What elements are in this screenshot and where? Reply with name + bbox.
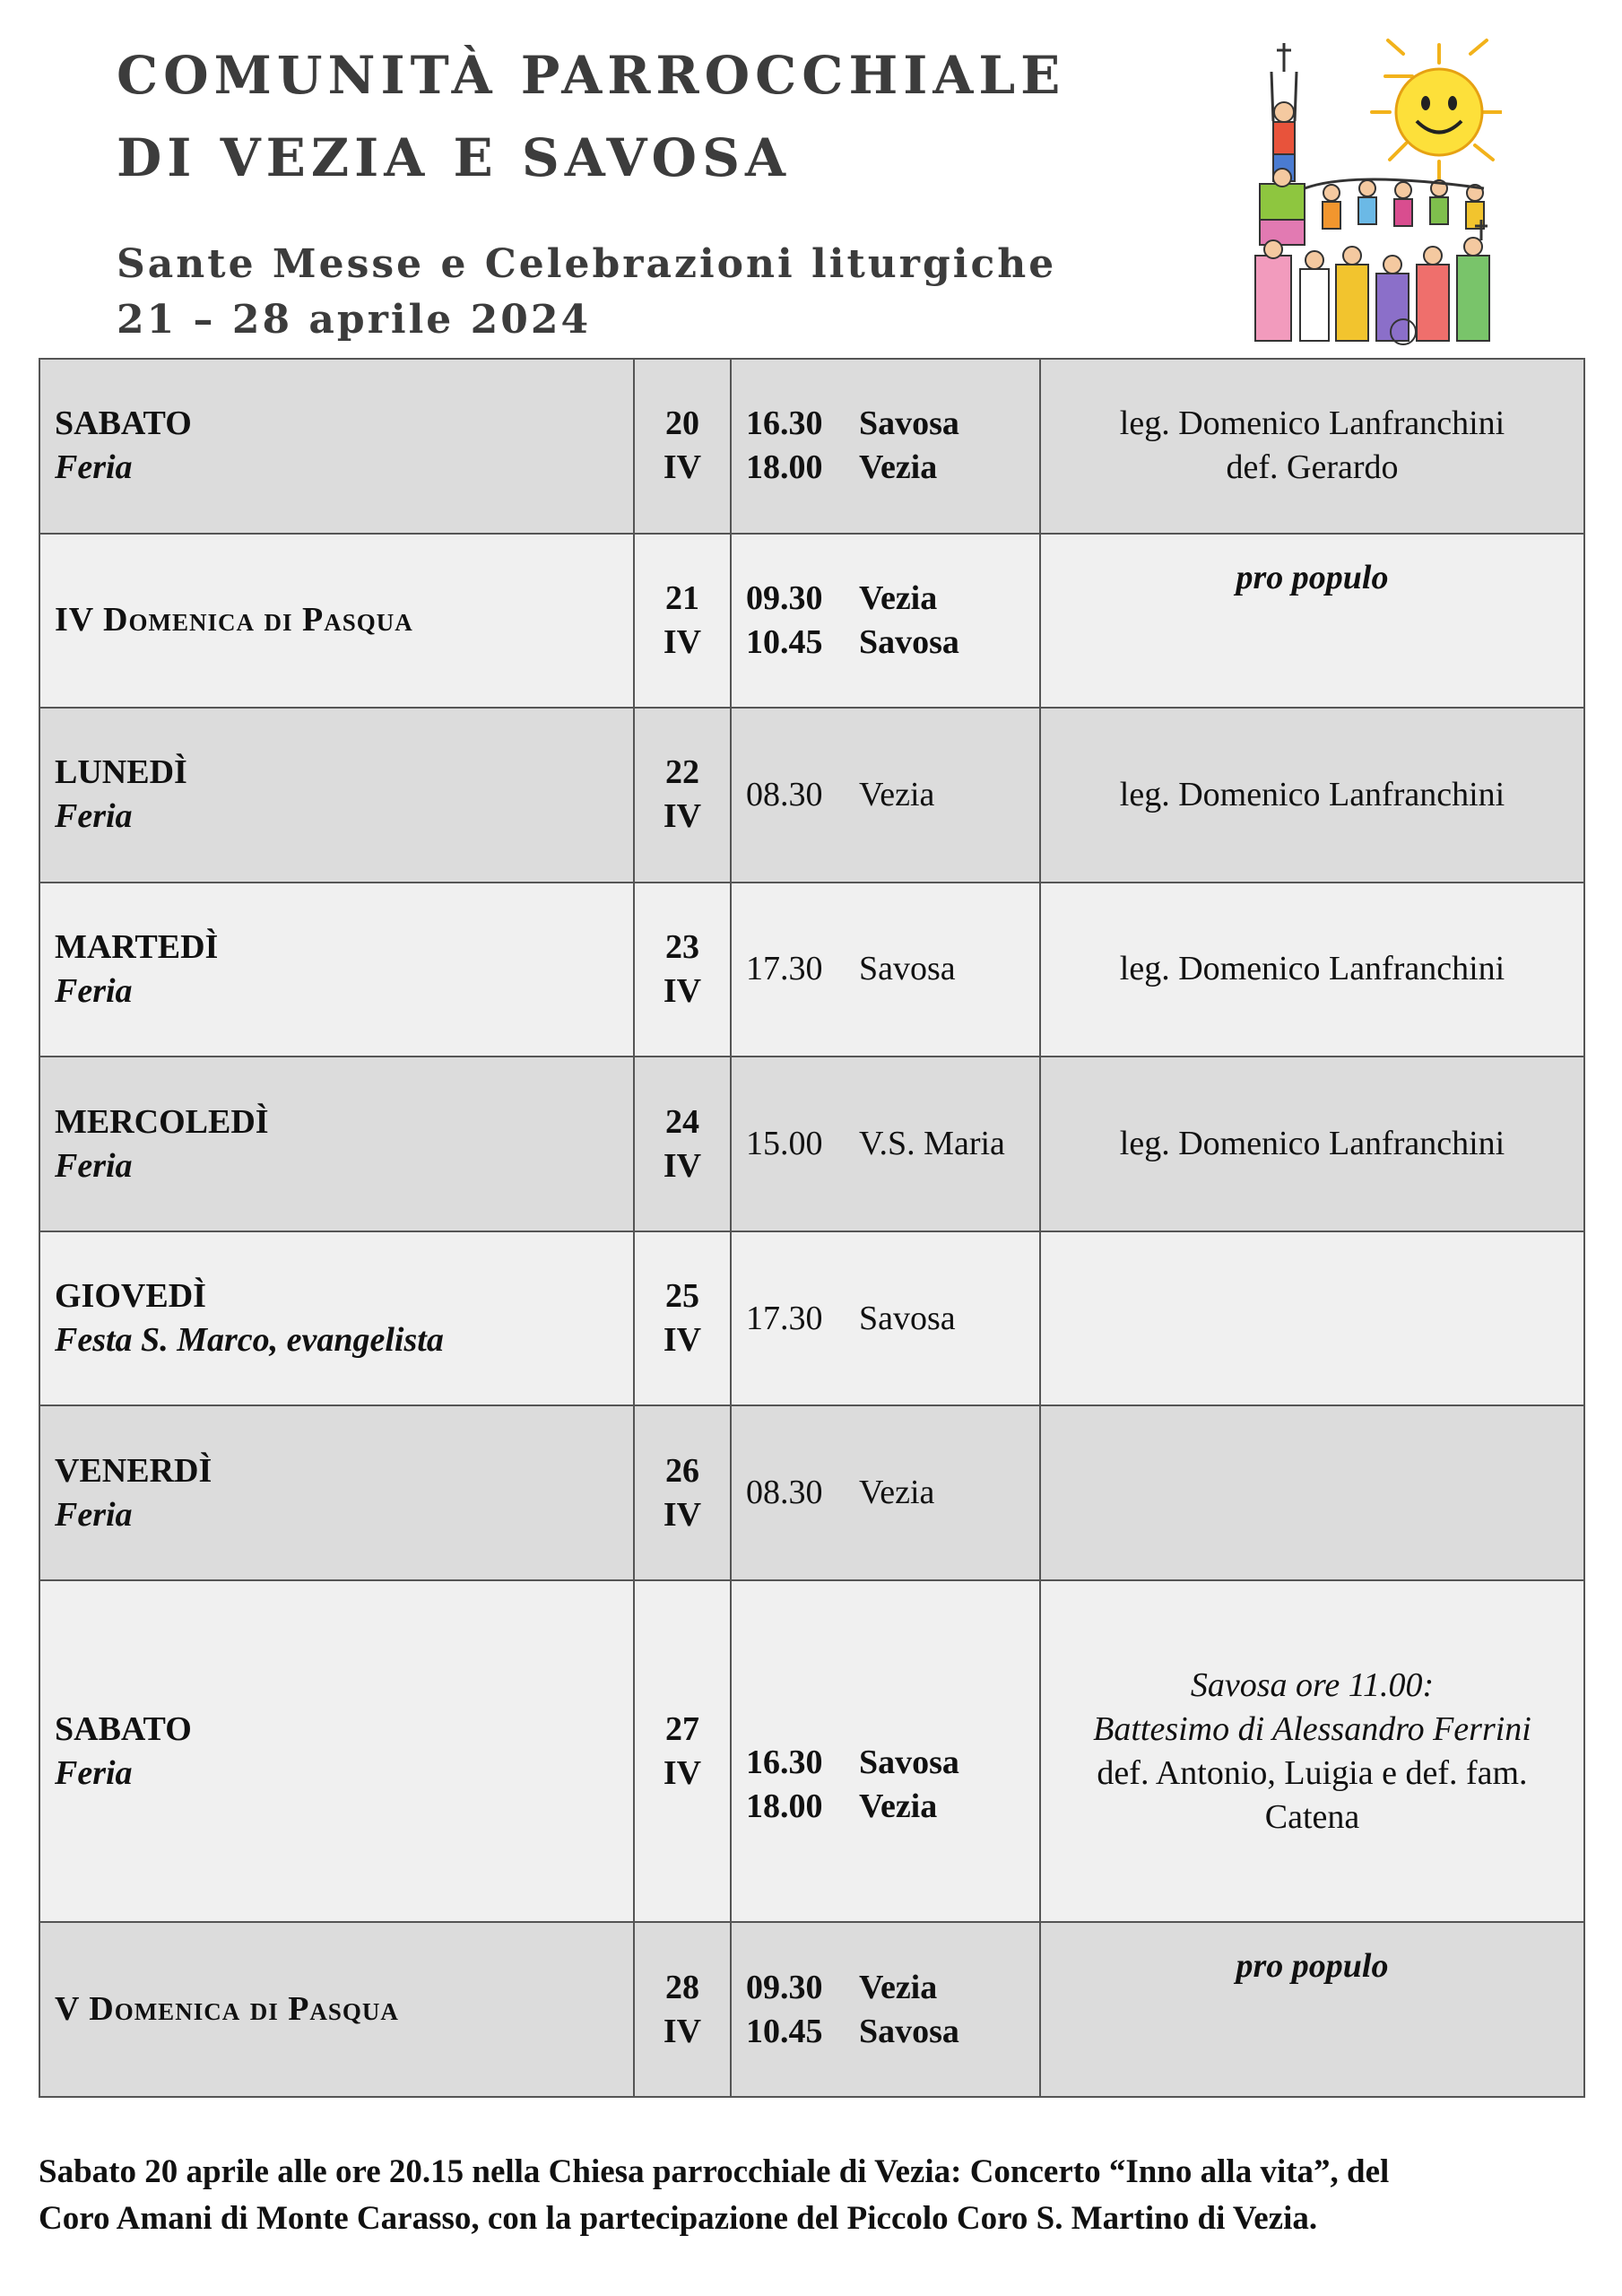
mass-time-line — [746, 947, 1038, 991]
intention: pro populo — [1236, 1947, 1389, 1986]
day-name: MERCOLEDÌ — [55, 1102, 269, 1141]
subtitle-line1: Sante Messe e Celebrazioni liturgiche — [117, 241, 1057, 287]
notes-cell — [1040, 534, 1584, 709]
times-cell — [731, 1057, 1040, 1231]
day-cell — [39, 708, 634, 883]
mass-time: 16.30 — [746, 404, 823, 443]
mass-time: 08.30 — [746, 775, 823, 813]
date-cell — [634, 1580, 731, 1922]
parish-title-line2: DI VEZIA E SAVOSA — [117, 127, 791, 188]
times-cell — [731, 708, 1040, 883]
table-row — [39, 1922, 1584, 2097]
subtitle-block — [117, 237, 1065, 348]
mass-time-line — [746, 1741, 1038, 1785]
mass-time: 08.30 — [746, 1474, 823, 1512]
day-name: V Domenica di Pasqua — [55, 1990, 399, 2029]
mass-time: 17.30 — [746, 1299, 823, 1337]
mass-time-line — [746, 446, 1038, 490]
concert-announcement — [39, 2149, 1590, 2242]
mass-place: Savosa — [859, 1299, 956, 1337]
day-subtitle: Festa S. Marco, evangelista — [55, 1321, 444, 1360]
date-month: IV — [663, 622, 702, 661]
day-cell — [39, 1580, 634, 1922]
day-subtitle: Feria — [55, 971, 133, 1010]
mass-time-line — [746, 577, 1038, 621]
children-pyramid-sun-logo — [1246, 36, 1502, 350]
mass-place: Vezia — [859, 578, 938, 617]
date-cell — [634, 359, 731, 534]
date-cell — [634, 1057, 731, 1231]
mass-time: 09.30 — [746, 578, 823, 617]
notes-cell — [1040, 1231, 1584, 1406]
date-cell — [634, 708, 731, 883]
mass-time-line — [746, 1122, 1038, 1166]
mass-place: Vezia — [859, 1787, 938, 1826]
notes-cell — [1040, 1057, 1584, 1231]
day-name: IV Domenica di Pasqua — [55, 601, 413, 639]
date-month: IV — [663, 971, 702, 1010]
date-day: 27 — [665, 1709, 699, 1748]
intention: def. Gerardo — [1226, 448, 1399, 487]
date-month: IV — [663, 1146, 702, 1185]
date-day: 26 — [665, 1451, 699, 1490]
date-cell — [634, 1231, 731, 1406]
times-cell — [731, 1405, 1040, 1580]
day-name: VENERDÌ — [55, 1451, 213, 1490]
date-day: 24 — [665, 1102, 699, 1141]
mass-place: Vezia — [859, 1968, 938, 2006]
date-month: IV — [663, 797, 702, 836]
day-subtitle: Feria — [55, 797, 133, 836]
day-cell — [39, 1231, 634, 1406]
intention: def. Antonio, Luigia e def. fam. — [1097, 1753, 1528, 1792]
mass-place: V.S. Maria — [859, 1125, 1005, 1163]
date-cell — [634, 883, 731, 1057]
date-month: IV — [663, 1321, 702, 1360]
baptism-note: Battesimo di Alessandro Ferrini — [1093, 1709, 1531, 1748]
day-name: SABATO — [55, 404, 192, 443]
date-cell — [634, 1405, 731, 1580]
table-row — [39, 883, 1584, 1057]
day-cell — [39, 883, 634, 1057]
mass-place: Savosa — [859, 622, 959, 661]
intention: leg. Domenico Lanfranchini — [1119, 775, 1505, 813]
day-name: MARTEDÌ — [55, 927, 219, 966]
day-subtitle: Feria — [55, 1146, 133, 1185]
date-day: 20 — [665, 404, 699, 443]
day-cell — [39, 534, 634, 709]
notes-cell — [1040, 883, 1584, 1057]
day-name: GIOVEDÌ — [55, 1277, 206, 1316]
table-row — [39, 1057, 1584, 1231]
mass-time-line — [746, 2010, 1038, 2054]
times-cell — [731, 359, 1040, 534]
notes-cell — [1040, 708, 1584, 883]
mass-time-line — [746, 402, 1038, 446]
subtitle-date-range: 21 – 28 aprile 2024 — [117, 297, 592, 343]
intention: leg. Domenico Lanfranchini — [1119, 1125, 1505, 1163]
table-row — [39, 1580, 1584, 1922]
date-month: IV — [663, 1753, 702, 1792]
table-row — [39, 708, 1584, 883]
table-row — [39, 1231, 1584, 1406]
mass-place: Vezia — [859, 775, 935, 813]
mass-time: 10.45 — [746, 2012, 823, 2050]
table-row — [39, 359, 1584, 534]
day-cell — [39, 1405, 634, 1580]
date-month: IV — [663, 2012, 702, 2050]
date-month: IV — [663, 1495, 702, 1534]
date-cell — [634, 1922, 731, 2097]
times-cell — [731, 883, 1040, 1057]
date-cell — [634, 534, 731, 709]
day-subtitle: Feria — [55, 1495, 133, 1534]
table-row — [39, 534, 1584, 709]
day-cell — [39, 1922, 634, 2097]
intention: leg. Domenico Lanfranchini — [1119, 950, 1505, 988]
date-month: IV — [663, 448, 702, 487]
day-cell — [39, 1057, 634, 1231]
mass-place: Vezia — [859, 1474, 935, 1512]
mass-place: Vezia — [859, 448, 938, 487]
date-day: 23 — [665, 927, 699, 966]
date-day: 22 — [665, 753, 699, 792]
day-cell — [39, 359, 634, 534]
mass-time: 16.30 — [746, 1744, 823, 1782]
date-day: 25 — [665, 1277, 699, 1316]
day-name: LUNEDÌ — [55, 753, 187, 792]
intention: leg. Domenico Lanfranchini — [1119, 404, 1505, 443]
date-day: 28 — [665, 1968, 699, 2006]
mass-time-line — [746, 773, 1038, 817]
notes-cell — [1040, 359, 1584, 534]
day-name: SABATO — [55, 1709, 192, 1748]
mass-time: 18.00 — [746, 1787, 823, 1826]
times-cell — [731, 1922, 1040, 2097]
notes-cell — [1040, 1922, 1584, 2097]
notes-cell — [1040, 1405, 1584, 1580]
mass-time: 18.00 — [746, 448, 823, 487]
mass-place: Savosa — [859, 2012, 959, 2050]
mass-time-line — [746, 621, 1038, 665]
date-day: 21 — [665, 578, 699, 617]
mass-time: 15.00 — [746, 1125, 823, 1163]
parish-title-line1: COMUNITÀ PARROCCHIALE — [117, 45, 1066, 106]
notes-cell — [1040, 1580, 1584, 1922]
day-subtitle: Feria — [55, 1753, 133, 1792]
header — [117, 34, 1065, 348]
mass-place: Savosa — [859, 950, 956, 988]
mass-place: Savosa — [859, 1744, 959, 1782]
mass-time-line — [746, 1966, 1038, 2010]
mass-time: 17.30 — [746, 950, 823, 988]
mass-time-line — [746, 1471, 1038, 1515]
mass-time: 10.45 — [746, 622, 823, 661]
day-subtitle: Feria — [55, 448, 133, 487]
table-row — [39, 1405, 1584, 1580]
announcement-line1: Sabato 20 aprile alle ore 20.15 nella Chiesa parrocchiale di Vezia: Concerto “Inno alla vita”, del — [39, 2153, 1390, 2190]
mass-time: 09.30 — [746, 1968, 823, 2006]
intention: pro populo — [1236, 558, 1389, 596]
times-cell — [731, 1580, 1040, 1922]
times-cell — [731, 1231, 1040, 1406]
announcement-line2: Coro Amani di Monte Carasso, con la partecipazione del Piccolo Coro S. Martino di Vezia. — [39, 2200, 1318, 2237]
times-cell — [731, 534, 1040, 709]
mass-place: Savosa — [859, 404, 959, 443]
mass-schedule-table — [39, 358, 1585, 2098]
mass-time-line — [746, 1785, 1038, 1829]
intention: Catena — [1264, 1797, 1360, 1836]
baptism-note: Savosa ore 11.00: — [1190, 1665, 1435, 1704]
mass-time-line — [746, 1297, 1038, 1341]
